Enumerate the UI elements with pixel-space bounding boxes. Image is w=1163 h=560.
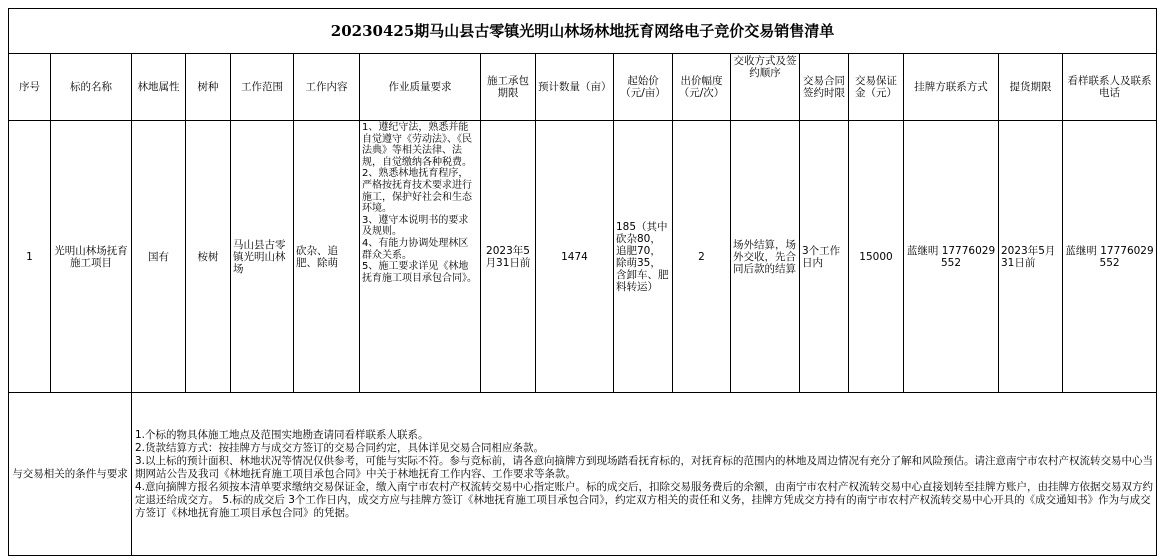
header-delivery: 提货期限: [999, 54, 1063, 121]
header-seller-contact: 挂牌方联系方式: [904, 54, 999, 121]
cell-tree: 桉树: [186, 121, 231, 393]
header-quality: 作业质量要求: [360, 54, 481, 121]
cell-deposit: 15000: [849, 121, 904, 393]
cell-settlement: 场外结算，场外交收，先合同后款的结算: [731, 121, 800, 393]
cell-delivery: 2023年5月31日前: [999, 121, 1063, 393]
header-sign-limit: 交易合同签约时限: [800, 54, 849, 121]
header-index: 序号: [9, 54, 51, 121]
cell-sign-limit: 3个工作日内: [800, 121, 849, 393]
note-line: 2.货款结算方式：按挂牌方与成交方签订的交易合同约定，具体详见交易合同相应条款。: [135, 441, 545, 454]
note-line: 3.以上标的预计面积、林地状况等情况仅供参考，可能与实际不符。参与竞标前，请各意向摘牌方到现场踏看抚育标的，对抚育标的范围内的林地及周边情况有充分了解和风险预估。请注意南宁市农村产权流转交易中心当期网站公告及我司《林地抚育施工项目承包合同》中关于林地抚育工作内容、工作要求等条款。: [135, 454, 1154, 480]
header-settlement: 交收方式及签约顺序: [731, 54, 800, 121]
cell-land-type: 国有: [132, 121, 186, 393]
cell-seller-contact: 蓝继明 17776029552: [904, 121, 999, 393]
cell-quantity: 1474: [536, 121, 614, 393]
table-row: [9, 121, 1157, 393]
cell-name: 光明山林场抚育施工项目: [51, 121, 132, 393]
cell-content: 砍杂、追肥、除萌: [294, 121, 360, 393]
header-row: [9, 54, 1157, 121]
header-content: 工作内容: [294, 54, 360, 121]
cell-start-price: 185（其中砍杂80，追肥70，除萌35，含卸车、肥料转运）: [614, 121, 673, 393]
cell-period: 2023年5月31日前: [481, 121, 536, 393]
notes-label: 与交易相关的条件与要求: [9, 393, 132, 556]
note-line: 4.意向摘牌方报名须按本清单要求缴纳交易保证金，缴入南宁市农村产权流转交易中心指定账户。标的成交后，扣除交易服务费后的余额，由南宁市农村产权流转交易中心直接划转至挂牌方账户，由挂牌方依据交易双方约定退还给成交方。 5.标的成交后 3个工作日内，成交方应与挂牌方签订《林地抚育施工项目承包合同》，约定双方相关的责任和义务，挂牌方凭成交方持有的南宁市农村产权流转交易中心开具的《成交通知书》作为与成交方签订《林地抚育施工项目承包合同》的凭据。: [135, 480, 1154, 519]
notes-row: [9, 393, 1157, 556]
header-period: 施工承包期限: [481, 54, 536, 121]
notes-body: [132, 393, 1157, 556]
page-title: 20230425期马山县古零镇光明山林场林地抚育网络电子竞价交易销售清单: [9, 9, 1157, 54]
header-viewing-contact: 看样联系人及联系电话: [1063, 54, 1157, 121]
sales-list-table: [8, 8, 1157, 556]
cell-increment: 2: [673, 121, 731, 393]
header-tree: 树种: [186, 54, 231, 121]
header-scope: 工作范围: [231, 54, 294, 121]
sales-list-sheet: [8, 8, 1156, 553]
header-land-type: 林地属性: [132, 54, 186, 121]
cell-scope: 马山县古零镇光明山林场: [231, 121, 294, 393]
header-increment: 出价幅度（元/次）: [673, 54, 731, 121]
header-quantity: 预计数量（亩）: [536, 54, 614, 121]
note-line: 1.个标的物具体施工地点及范围实地勘查请同看样联系人联系。: [135, 428, 429, 441]
header-deposit: 交易保证金（元）: [849, 54, 904, 121]
cell-quality: 1、遵纪守法，熟悉并能自觉遵守《劳动法》、《民法典》等相关法律、法规，自觉缴纳各种税费。 2、熟悉林地抚育程序，严格按抚育技术要求进行施工，保护好社会和生态环境。 3、遵守本说明书的要求及规则。 4、有能力协调处理林区群众关系。 5、施工要求详见《林地抚育施工项目承包合同》。: [360, 121, 481, 393]
header-start-price: 起始价（元/亩）: [614, 54, 673, 121]
cell-viewing-contact: 蓝继明 17776029552: [1063, 121, 1157, 393]
header-name: 标的名称: [51, 54, 132, 121]
cell-index: 1: [9, 121, 51, 393]
